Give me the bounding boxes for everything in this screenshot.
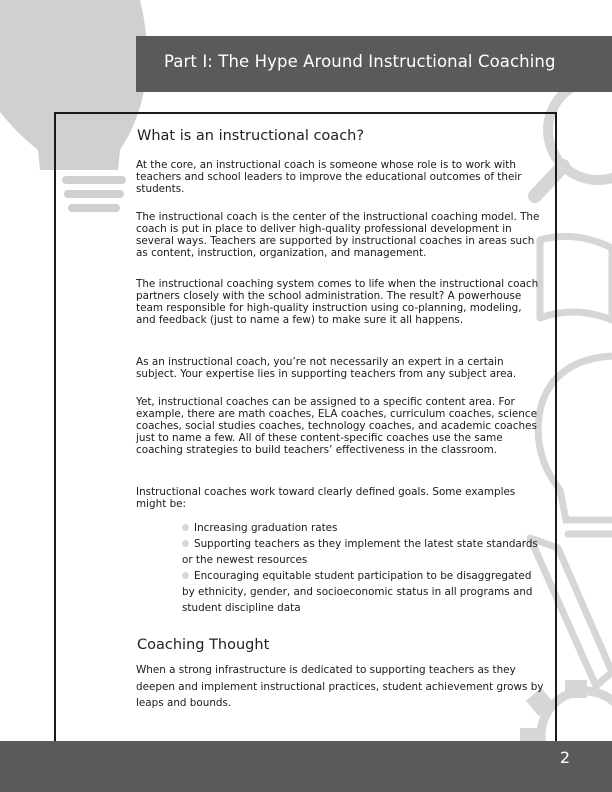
list-item: Increasing graduation rates [136,520,544,536]
paragraph: The instructional coaching system comes to life when the instructional coach partners closely with the school administration. The result? A powerhouse team responsible for high-quality instruction using co-planning, modeling, and feedback (just to name a few) to make sure it all happens. [136,278,539,326]
bullet-dot-icon [182,524,189,531]
bullet-dot-icon [182,572,189,579]
footer-bar [0,741,612,792]
paragraph: Instructional coaches work toward clearly defined goals. Some examples might be: [136,486,516,510]
goals-list [136,520,544,616]
paragraph: Yet, instructional coaches can be assigned to a specific content area. For example, there are math coaches, ELA coaches, curriculum coaches, science coaches, social studies coaches, technology coaches, and academic coaches just to name a few. All of these content-specific coaches use the same coaching strategies to build teachers’ effectiveness in the classroom. [136,396,537,456]
paragraph: The instructional coach is the center of the instructional coaching model. The coach is put in place to deliver high-quality professional development in several ways. Teachers are supported by instructional coaches in areas such as content, instruction, organization, and management. [136,211,540,259]
paragraph: At the core, an instructional coach is someone whose role is to work with teachers and school leaders to improve the educational outcomes of their students. [136,159,522,195]
page-number: 2 [559,748,570,767]
section-heading: What is an instructional coach? [137,128,365,144]
paragraph: When a strong infrastructure is dedicated to supporting teachers as they deepen and implement instructional practices, student achievement grows by leaps and bounds. [136,664,544,709]
list-item: Encouraging equitable student participation to be disaggregated by ethnicity, gender, and socioeconomic status in all programs and student discipline data [182,570,533,614]
section-heading: Coaching Thought [137,637,270,653]
paragraph: As an instructional coach, you’re not necessarily an expert in a certain subject. Your expertise lies in supporting teachers from any subject area. [136,356,517,380]
list-item: Supporting teachers as they implement the latest state standards or the newest resources [182,538,538,566]
page-title: Part I: The Hype Around Instructional Coaching [164,52,556,71]
bullet-dot-icon [182,540,189,547]
